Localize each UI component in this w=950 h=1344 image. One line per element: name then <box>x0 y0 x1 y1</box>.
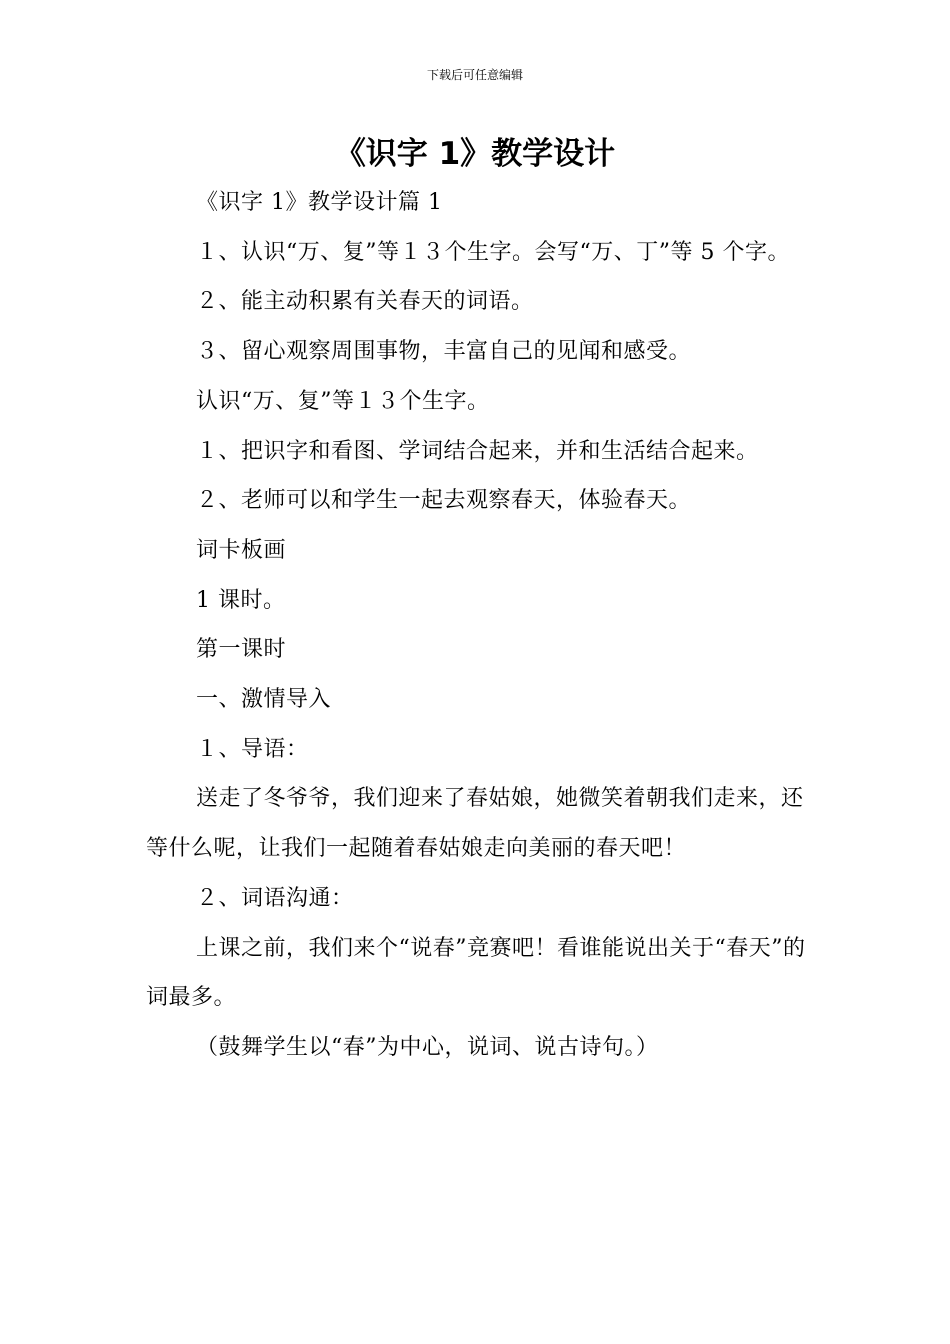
paragraph: 《识字 1》教学设计篇 1 <box>196 190 443 215</box>
paragraph: 一、激情导入 <box>196 687 332 713</box>
paragraph: １、导语： <box>196 736 309 762</box>
paragraph: １、把识字和看图、学词结合起来，并和生活结合起来。 <box>196 438 759 464</box>
paragraph: ２、老师可以和学生一起去观察春天，体验春天。 <box>196 488 692 514</box>
paragraph: （鼓舞学生以“春”为中心，说词、说古诗句。） <box>196 1034 659 1060</box>
header-note: 下载后可任意编辑 <box>426 68 523 82</box>
paragraph: 词卡板画 <box>196 537 287 563</box>
document-body <box>146 178 811 1073</box>
paragraph: ２、能主动积累有关春天的词语。 <box>196 289 534 315</box>
paragraph: 上课之前，我们来个“说春”竞赛吧！看谁能说出关于“春天”的词最多。 <box>146 935 806 1011</box>
paragraph: １、认识“万、复”等１３个生字。会写“万、丁”等 5 个字。 <box>196 239 790 265</box>
paragraph: 认识“万、复”等１３个生字。 <box>196 388 490 414</box>
document-title: 《识字 1》教学设计 <box>334 136 616 172</box>
paragraph: 第一课时 <box>196 637 287 663</box>
paragraph: 送走了冬爷爷，我们迎来了春姑娘，她微笑着朝我们走来，还等什么呢，让我们一起随着春姑娘走向美丽的春天吧！ <box>146 786 804 862</box>
paragraph: 1 课时。 <box>196 587 286 613</box>
paragraph: ３、留心观察周围事物，丰富自己的见闻和感受。 <box>196 339 692 365</box>
paragraph: ２、词语沟通： <box>196 885 354 911</box>
